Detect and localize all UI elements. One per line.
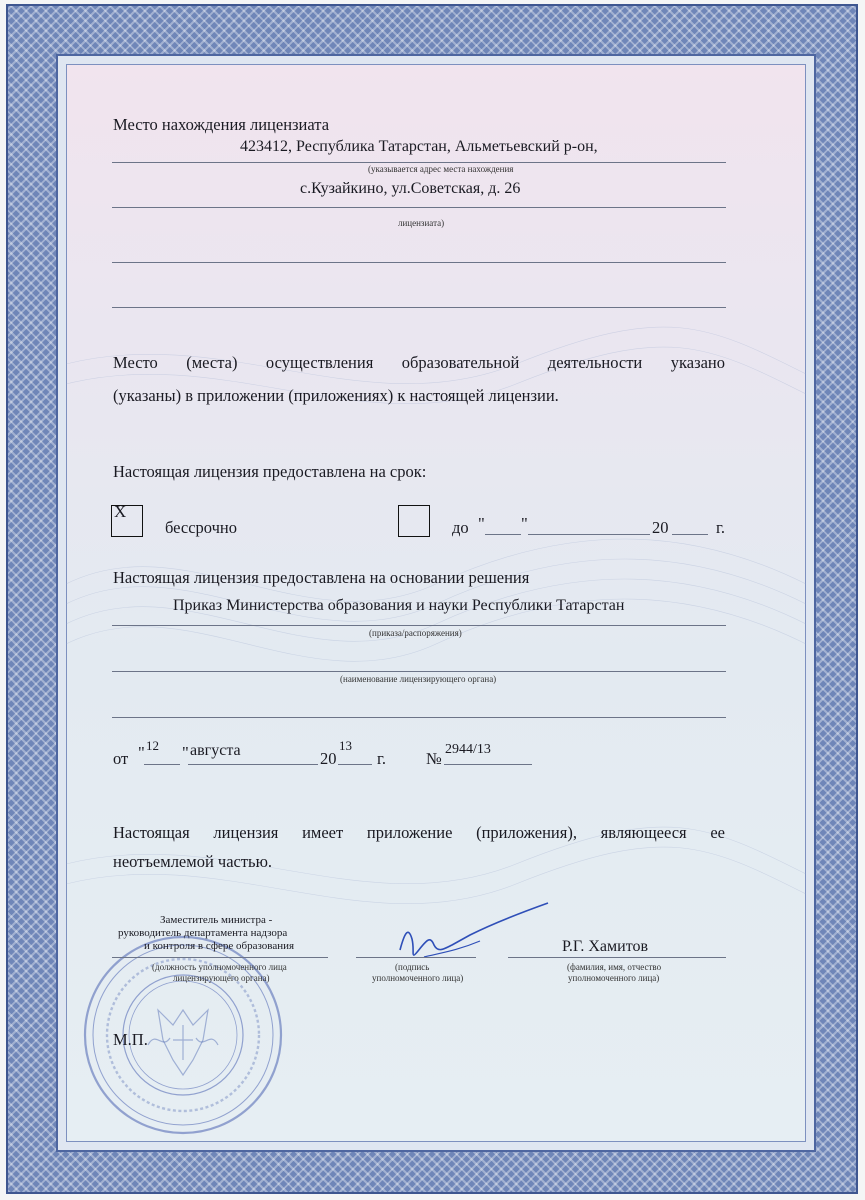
position-line	[112, 957, 328, 958]
until-day-line	[485, 534, 521, 535]
address-line-4	[112, 307, 726, 308]
location-hint-1: (указывается адрес места нахождения	[368, 164, 514, 174]
until-year-prefix: 20	[652, 518, 669, 537]
signatory-name: Р.Г. Хамитов	[562, 938, 649, 955]
until-year-line	[672, 534, 708, 535]
date-month: августа	[190, 742, 241, 759]
until-quote-open: "	[478, 514, 485, 533]
position-hint1: (должность уполномоченного лица	[152, 962, 287, 972]
signature-hint2: уполномоченного лица)	[372, 973, 464, 983]
position-line3: и контроля в сфере образования	[144, 940, 295, 952]
location-hint-2: лицензиата)	[398, 218, 445, 228]
date-day: 12	[146, 738, 159, 753]
handwritten-signature	[360, 895, 560, 975]
until-label: до	[452, 518, 469, 537]
position-line2: руководитель департамента надзора	[118, 927, 288, 939]
date-year-line	[338, 764, 372, 765]
signature-line	[356, 957, 476, 958]
number-line	[444, 764, 532, 765]
date-year-suffix: 13	[339, 738, 352, 753]
name-hint1: (фамилия, имя, отчество	[567, 962, 662, 972]
date-year-label: г.	[377, 749, 387, 768]
term-heading: Настоящая лицензия предоставлена на срок:	[113, 462, 427, 481]
basis-hint-authority: (наименование лицензирующего органа)	[340, 674, 497, 684]
indefinite-label: бессрочно	[165, 518, 238, 537]
basis-line-3	[112, 717, 726, 718]
date-from-label: от	[113, 749, 129, 768]
appendix-text-line1: Настоящая лицензия имеет приложение (приложения), являющееся ее	[113, 823, 725, 842]
address-line-2	[112, 207, 726, 208]
until-year-suffix: г.	[716, 518, 726, 537]
activity-text-line2: (указаны) в приложении (приложениях) к настоящей лицензии.	[113, 386, 559, 405]
license-number: 2944/13	[445, 742, 491, 757]
until-date-checkbox[interactable]	[398, 505, 430, 537]
basis-hint-order: (приказа/распоряжения)	[369, 628, 462, 638]
basis-line-1	[112, 625, 726, 626]
name-line	[508, 957, 726, 958]
position-line1: Заместитель министра -	[160, 914, 273, 926]
location-address-line1: 423412, Республика Татарстан, Альметьевский р-он,	[240, 138, 598, 155]
signature-hint1: (подпись	[395, 962, 430, 972]
appendix-text-line2: неотъемлемой частью.	[113, 852, 273, 871]
date-year-prefix: 20	[320, 749, 337, 768]
basis-heading: Настоящая лицензия предоставлена на основании решения	[113, 568, 530, 587]
date-quote-open: "	[138, 743, 145, 762]
address-line-3	[112, 262, 726, 263]
date-quote-close: "	[182, 743, 189, 762]
address-line-1	[112, 162, 726, 163]
stamp-label: М.П.	[113, 1030, 148, 1049]
date-month-line	[188, 764, 318, 765]
number-label: №	[426, 749, 442, 768]
checkbox-mark: X	[114, 502, 127, 521]
location-heading: Место нахождения лицензиата	[113, 115, 330, 134]
basis-order-text: Приказ Министерства образования и науки Республики Татарстан	[173, 597, 625, 614]
date-day-line	[144, 764, 180, 765]
basis-line-2	[112, 671, 726, 672]
activity-text-line1: Место (места) осуществления образовательной деятельности указано	[113, 353, 725, 372]
until-quote-close: "	[521, 514, 528, 533]
position-hint2: лицензирующего органа)	[173, 973, 270, 983]
until-month-line	[528, 534, 650, 535]
indefinite-checkbox[interactable]	[111, 502, 143, 537]
location-address-line2: с.Кузайкино, ул.Советская, д. 26	[300, 180, 521, 197]
name-hint2: уполномоченного лица)	[568, 973, 660, 983]
